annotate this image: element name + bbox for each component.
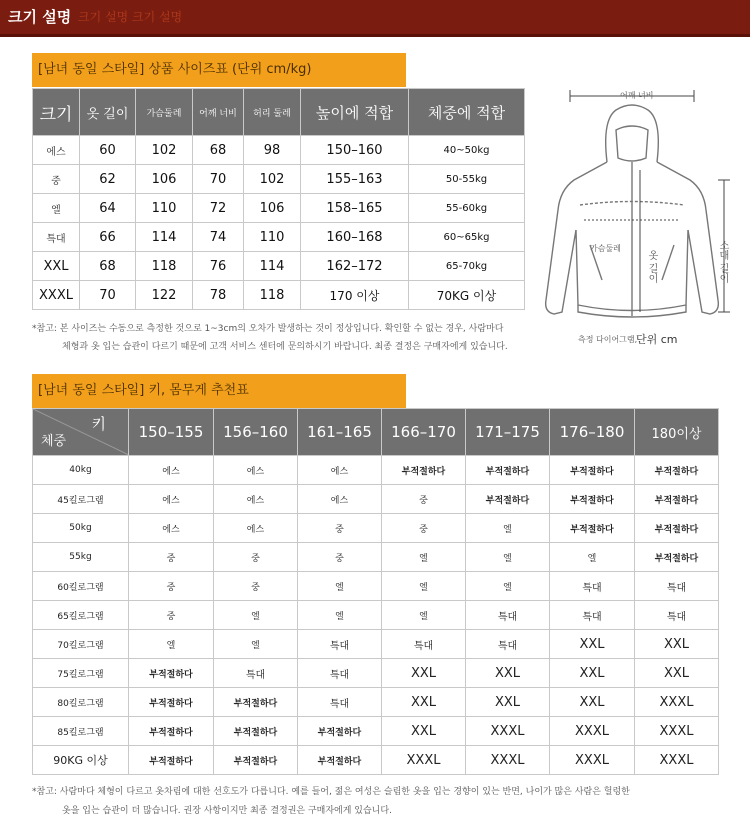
- size-cell: 118: [136, 252, 193, 281]
- recommend-cell: 에스: [214, 485, 298, 514]
- recommend-cell: 부적절하다: [129, 659, 214, 688]
- size-cell: 160–168: [301, 223, 409, 252]
- size-cell: 114: [244, 252, 301, 281]
- size-cell: 60: [80, 136, 136, 165]
- recommend-cell: 엘: [466, 572, 550, 601]
- weight-cell: 40kg: [33, 456, 129, 485]
- size-cell: 110: [136, 194, 193, 223]
- size-cell: 68: [80, 252, 136, 281]
- recommend-note-line1: *참고: 사람마다 체형이 다르고 옷차림에 대한 선호도가 다릅니다. 예를 들어, 젊은 여성은 슬림한 옷을 입는 경향이 있는 반면, 나이가 많은 사람은 헐렁한: [32, 787, 630, 797]
- weight-cell: 70킬로그램: [33, 630, 129, 659]
- size-cell: 40~50kg: [409, 136, 525, 165]
- page-title: 크기 설명: [8, 8, 72, 26]
- size-cell: 98: [244, 136, 301, 165]
- recommend-cell: 엘: [129, 630, 214, 659]
- size-cell: 55-60kg: [409, 194, 525, 223]
- recommend-cell: 엘: [382, 601, 466, 630]
- table-row: [33, 514, 719, 543]
- size-cell: 중: [33, 165, 80, 194]
- size-cell: 102: [136, 136, 193, 165]
- recommend-cell: 중: [382, 514, 466, 543]
- recommend-cell: 엘: [466, 514, 550, 543]
- recommend-cell: XXXL: [466, 746, 550, 775]
- table-row: [33, 223, 525, 252]
- weight-cell: 85킬로그램: [33, 717, 129, 746]
- size-cell: 170 이상: [301, 281, 409, 310]
- size-cell: 158–165: [301, 194, 409, 223]
- recommend-cell: 부적절하다: [298, 746, 382, 775]
- table-row: [33, 746, 719, 775]
- weight-cell: 65킬로그램: [33, 601, 129, 630]
- size-cell: 66: [80, 223, 136, 252]
- table-row: [33, 456, 719, 485]
- recommend-cell: 부적절하다: [129, 717, 214, 746]
- size-cell: 70KG 이상: [409, 281, 525, 310]
- recommend-cell: 에스: [129, 514, 214, 543]
- table-row: [33, 659, 719, 688]
- size-header-cell: 가슴둘레: [136, 89, 193, 136]
- recommend-cell: 부적절하다: [466, 456, 550, 485]
- size-cell: 114: [136, 223, 193, 252]
- page-subtitle: 크기 설명 크기 설명: [78, 10, 183, 24]
- diagram-unit: 단위 cm: [636, 333, 678, 346]
- recommend-cell: 에스: [129, 485, 214, 514]
- recommend-cell: 에스: [298, 485, 382, 514]
- weight-cell: 90KG 이상: [33, 746, 129, 775]
- recommend-cell: 특대: [466, 630, 550, 659]
- recommend-cell: 특대: [382, 630, 466, 659]
- size-cell: 70: [193, 165, 244, 194]
- recommend-cell: XXL: [635, 659, 719, 688]
- recommend-cell: 부적절하다: [298, 717, 382, 746]
- height-header: 166–170: [382, 409, 466, 456]
- recommend-cell: 특대: [550, 601, 635, 630]
- table-row: [33, 281, 525, 310]
- recommend-cell: 중: [129, 601, 214, 630]
- recommend-cell: 에스: [129, 456, 214, 485]
- size-cell: 60~65kg: [409, 223, 525, 252]
- recommend-cell: 특대: [635, 572, 719, 601]
- recommend-cell: 에스: [214, 456, 298, 485]
- weight-cell: 80킬로그램: [33, 688, 129, 717]
- recommend-cell: 특대: [466, 601, 550, 630]
- corner-height-label: 키: [91, 415, 106, 433]
- table-row: [33, 165, 525, 194]
- recommend-cell: XXL: [466, 688, 550, 717]
- recommend-cell: 특대: [298, 630, 382, 659]
- recommend-cell: 부적절하다: [214, 717, 298, 746]
- table-row: [33, 194, 525, 223]
- table-row: [33, 630, 719, 659]
- recommend-cell: 중: [382, 485, 466, 514]
- weight-cell: 50kg: [33, 514, 129, 543]
- table-row: [33, 688, 719, 717]
- size-cell: 122: [136, 281, 193, 310]
- table-row: [33, 601, 719, 630]
- size-header-cell: 허리 둘레: [244, 89, 301, 136]
- size-cell: 특대: [33, 223, 80, 252]
- recommend-cell: 엘: [382, 572, 466, 601]
- recommend-cell: 부적절하다: [466, 485, 550, 514]
- size-cell: 62: [80, 165, 136, 194]
- height-header: 180이상: [635, 409, 719, 456]
- weight-cell: 55kg: [33, 543, 129, 572]
- height-header: 176–180: [550, 409, 635, 456]
- size-header-cell: 어깨 너비: [193, 89, 244, 136]
- recommend-cell: 중: [214, 572, 298, 601]
- table-row: [33, 136, 525, 165]
- recommend-cell: 부적절하다: [129, 688, 214, 717]
- recommend-cell: 부적절하다: [550, 485, 635, 514]
- size-table: [32, 88, 525, 310]
- height-header: 171–175: [466, 409, 550, 456]
- table-row: [33, 572, 719, 601]
- recommend-cell: 중: [129, 543, 214, 572]
- jacket-diagram: [532, 80, 742, 350]
- recommend-cell: 에스: [214, 514, 298, 543]
- size-cell: 엘: [33, 194, 80, 223]
- size-cell: 50-55kg: [409, 165, 525, 194]
- recommend-cell: 중: [298, 514, 382, 543]
- table-corner: [33, 409, 129, 456]
- recommend-cell: XXXL: [382, 746, 466, 775]
- recommend-cell: XXXL: [550, 746, 635, 775]
- recommend-cell: XXL: [635, 630, 719, 659]
- recommend-cell: 중: [129, 572, 214, 601]
- recommend-cell: XXXL: [635, 746, 719, 775]
- size-cell: 65-70kg: [409, 252, 525, 281]
- size-cell: 162–172: [301, 252, 409, 281]
- recommend-cell: XXL: [382, 717, 466, 746]
- size-cell: 110: [244, 223, 301, 252]
- chest-label: 가슴둘레: [590, 244, 621, 253]
- table-row: [33, 252, 525, 281]
- size-header-cell: 높이에 적합: [301, 89, 409, 136]
- size-cell: 106: [244, 194, 301, 223]
- recommend-cell: 부적절하다: [382, 456, 466, 485]
- recommend-cell: 특대: [550, 572, 635, 601]
- size-cell: 118: [244, 281, 301, 310]
- recommend-cell: 특대: [298, 659, 382, 688]
- height-header: 150–155: [129, 409, 214, 456]
- recommend-cell: 부적절하다: [214, 746, 298, 775]
- size-cell: 74: [193, 223, 244, 252]
- recommend-cell: 엘: [214, 630, 298, 659]
- recommend-cell: XXXL: [635, 688, 719, 717]
- recommend-cell: XXL: [382, 659, 466, 688]
- shoulder-width-label: 어깨 너비: [620, 91, 654, 100]
- corner-weight-label: 체중: [41, 434, 67, 449]
- size-cell: 70: [80, 281, 136, 310]
- weight-cell: 75킬로그램: [33, 659, 129, 688]
- size-table-header: [33, 89, 525, 136]
- table-row: [33, 717, 719, 746]
- size-cell: 64: [80, 194, 136, 223]
- size-cell: 155–163: [301, 165, 409, 194]
- size-cell: 76: [193, 252, 244, 281]
- recommend-cell: 엘: [298, 572, 382, 601]
- size-note-line2: 체형과 옷 입는 습관이 다르기 때문에 고객 서비스 센터에 문의하시기 바랍니다. 최종 결정은 구매자에게 있습니다.: [62, 342, 508, 352]
- weight-cell: 60킬로그램: [33, 572, 129, 601]
- recommend-cell: 엘: [550, 543, 635, 572]
- height-header: 156–160: [214, 409, 298, 456]
- size-cell: 72: [193, 194, 244, 223]
- recommend-cell: XXL: [550, 659, 635, 688]
- recommend-cell: XXL: [550, 688, 635, 717]
- recommend-cell: 엘: [382, 543, 466, 572]
- recommend-cell: 부적절하다: [635, 543, 719, 572]
- table-row: [33, 543, 719, 572]
- size-table-title: [남녀 동일 스타일] 상품 사이즈표 (단위 cm/kg): [32, 53, 406, 87]
- recommend-table-header: [33, 409, 719, 456]
- recommend-cell: XXXL: [635, 717, 719, 746]
- size-cell: 102: [244, 165, 301, 194]
- sleeve-label: 소매 길이: [717, 240, 728, 284]
- recommend-cell: 특대: [635, 601, 719, 630]
- recommend-cell: XXL: [550, 630, 635, 659]
- size-cell: 68: [193, 136, 244, 165]
- recommend-table-title: [남녀 동일 스타일] 키, 몸무게 추천표: [32, 374, 406, 408]
- recommend-cell: 엘: [214, 601, 298, 630]
- recommend-cell: XXXL: [550, 717, 635, 746]
- size-cell: 에스: [33, 136, 80, 165]
- recommend-note-line2: 옷을 입는 습관이 더 많습니다. 권장 사항이지만 최종 결정권은 구매자에게 있습니다.: [62, 806, 392, 816]
- recommend-table: [32, 408, 719, 775]
- weight-cell: 45킬로그램: [33, 485, 129, 514]
- recommend-cell: 부적절하다: [635, 456, 719, 485]
- recommend-cell: 특대: [214, 659, 298, 688]
- header-bar: [0, 0, 750, 37]
- length-label: 옷 길이: [646, 250, 657, 284]
- size-cell: XXXL: [33, 281, 80, 310]
- size-cell: 78: [193, 281, 244, 310]
- recommend-cell: 엘: [298, 601, 382, 630]
- size-cell: 106: [136, 165, 193, 194]
- recommend-cell: XXXL: [466, 717, 550, 746]
- size-header-cell: 옷 길이: [80, 89, 136, 136]
- recommend-cell: 부적절하다: [635, 485, 719, 514]
- size-header-cell: 크기: [33, 89, 80, 136]
- size-cell: XXL: [33, 252, 80, 281]
- recommend-cell: 엘: [466, 543, 550, 572]
- height-header: 161–165: [298, 409, 382, 456]
- recommend-cell: 중: [298, 543, 382, 572]
- size-header-cell: 체중에 적합: [409, 89, 525, 136]
- recommend-cell: 부적절하다: [214, 688, 298, 717]
- diagram-caption: 측정 다이어그램,: [578, 335, 638, 344]
- recommend-cell: 특대: [298, 688, 382, 717]
- recommend-cell: 부적절하다: [550, 456, 635, 485]
- size-note-line1: *참고: 본 사이즈는 수동으로 측정한 것으로 1~3cm의 오차가 발생하는 것이 정상입니다. 확인할 수 없는 경우, 사람마다: [32, 324, 504, 334]
- recommend-cell: 부적절하다: [635, 514, 719, 543]
- recommend-cell: 에스: [298, 456, 382, 485]
- recommend-cell: XXL: [382, 688, 466, 717]
- recommend-cell: XXL: [466, 659, 550, 688]
- size-cell: 150–160: [301, 136, 409, 165]
- recommend-cell: 부적절하다: [129, 746, 214, 775]
- recommend-cell: 중: [214, 543, 298, 572]
- table-row: [33, 485, 719, 514]
- jacket-outline-icon: [532, 80, 742, 330]
- recommend-cell: 부적절하다: [550, 514, 635, 543]
